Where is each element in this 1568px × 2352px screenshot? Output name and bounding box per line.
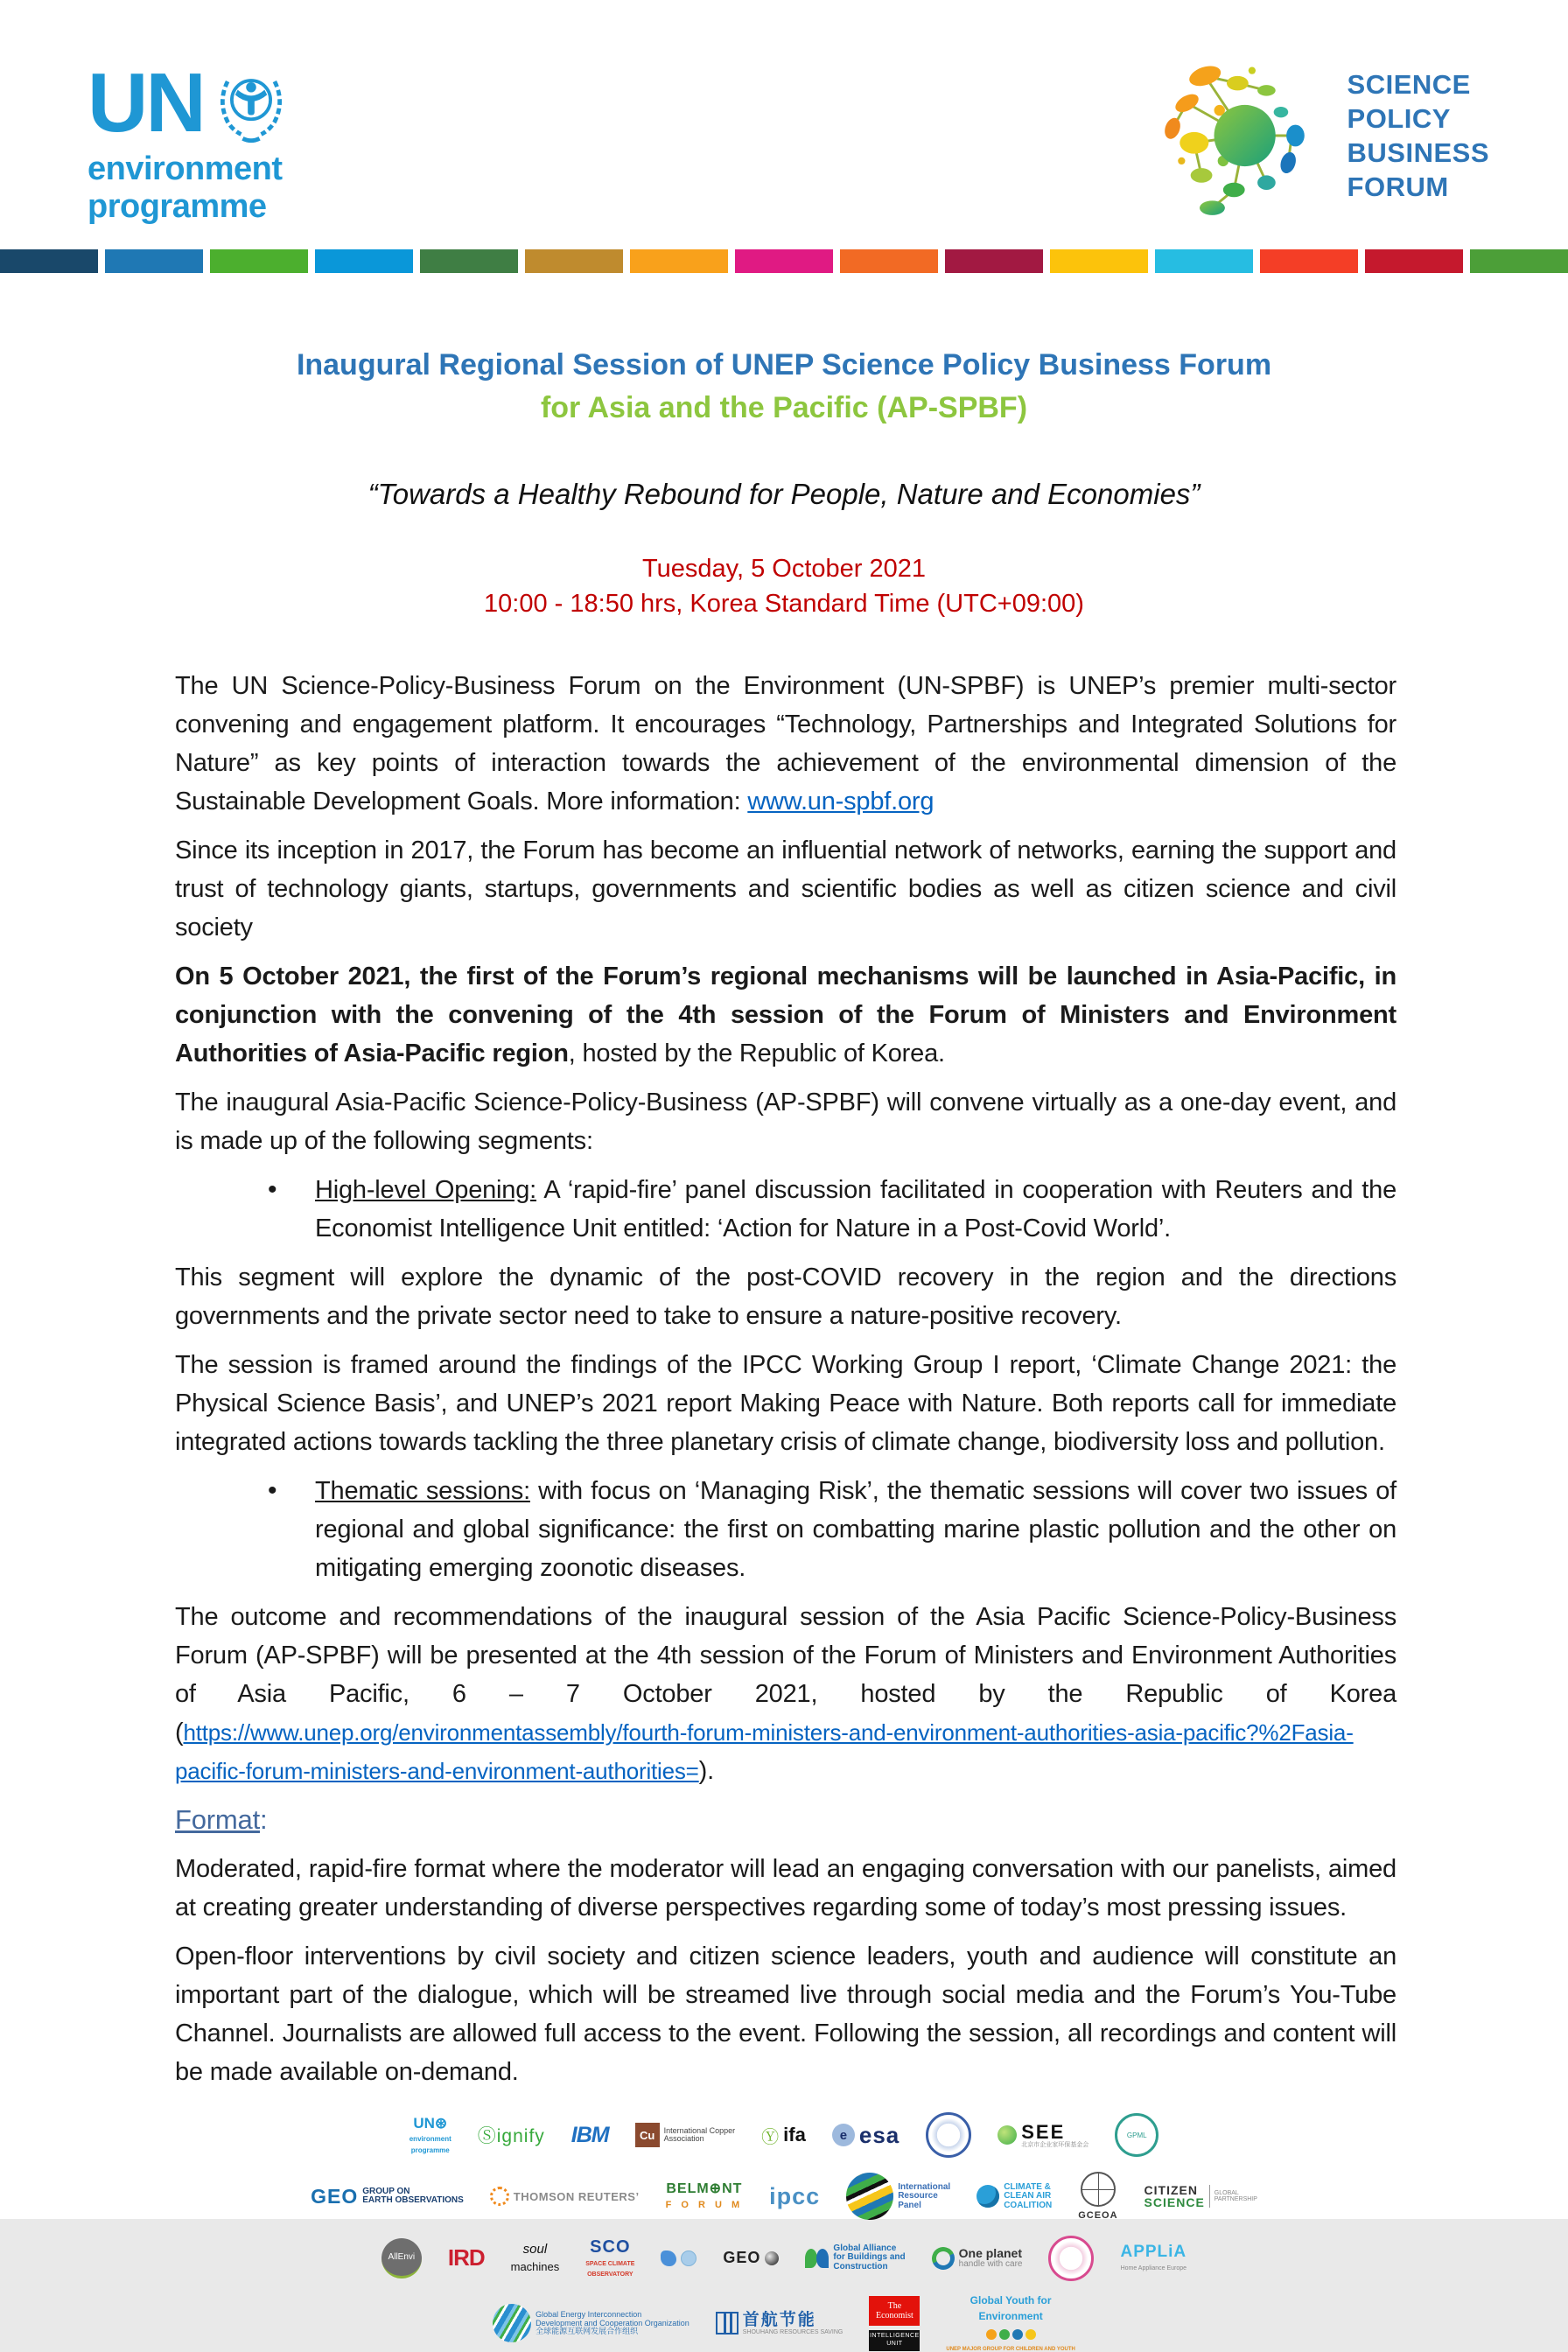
spbf-line-science: SCIENCE: [1347, 69, 1471, 100]
sdg-segment: [630, 249, 728, 273]
see-leaf-icon: [998, 2125, 1017, 2145]
paragraph-launch: [175, 957, 1396, 1073]
paragraph-segment-explore: This segment will explore the dynamic of the post-COVID recovery in the region and the directions governments and the private sector need to take to ensure a nature-positive recovery.: [175, 1264, 1396, 1330]
segment-list-2: [175, 1472, 1396, 1587]
sdg-segment: [1050, 249, 1148, 273]
logo-gceoa: [1078, 2172, 1117, 2222]
paragraph-intro-text: The UN Science-Policy-Business Forum on the Environment (UN-SPBF) is UNEP’s premier multi-sector convening and engagement platform. It encourages “Technology, Partnerships and Integrated Solutions for Nature” as key points of interaction towards the achievement of the environmental dimension of the Sustainable Development Goals. More information:: [175, 672, 1396, 816]
logo-citizen-science-global-partnership: [1144, 2184, 1257, 2209]
csgp-sub2: PARTNERSHIP: [1214, 2196, 1257, 2203]
logo-geo: [311, 2185, 464, 2208]
sdg-segment: [525, 249, 623, 273]
geidco-globe-icon: [493, 2304, 531, 2342]
sdg-segment: [735, 249, 833, 273]
spbf-line-policy: POLICY: [1347, 103, 1451, 134]
ipcc-wordmark: ipcc: [769, 2182, 821, 2209]
event-date: Tuesday, 5 October 2021: [641, 555, 927, 583]
logo-ibm: [571, 2123, 609, 2148]
gpml-circle-icon: GPML: [1115, 2113, 1158, 2157]
spbf-logo: [1147, 52, 1489, 219]
paragraph-segments: The inaugural Asia-Pacific Science-Policy-Business (AP-SPBF) will convene virtually as a one-day event, and is made up of the following segments:: [175, 1088, 1396, 1155]
paragraph-outcome: [175, 1598, 1396, 1790]
csgp-sub1: GLOBAL: [1214, 2189, 1239, 2196]
sdg-segment: [1365, 249, 1463, 273]
paragraph-intro: [175, 667, 1396, 821]
sco-sub2: OBSERVATORY: [587, 2272, 634, 2278]
france-map-icon: [661, 2250, 676, 2266]
pink-seal-icon: [1048, 2236, 1094, 2281]
page-header: [0, 0, 1568, 225]
paragraph-launch-bold: On 5 October 2021, the first of the Forum’s regional mechanisms will be launched in Asia-Pacific, in conjunction with the convening of the 4th session of the Forum of Ministers and Environment Authorities of Asia-Pacific region: [175, 962, 1396, 1068]
logo-ipcc: [769, 2183, 820, 2210]
bullet2-text: with focus on ‘Managing Risk’, the thematic sessions will cover two issues of regional and global significance: the first on combatting marine plastic pollution and the other on mitigating emerging zoonotic diseases.: [315, 1477, 1396, 1582]
unep-wordmark: UN: [88, 56, 204, 150]
logo-esa: [832, 2122, 900, 2149]
logo-geo-global-environment-outlook: [723, 2249, 779, 2267]
applia-tagline: Home Appliance Europe: [1120, 2265, 1187, 2272]
spbf-globe-icon: [1147, 52, 1335, 219]
sdg-color-bar: [0, 249, 1568, 273]
page-title-line1: Inaugural Regional Session of UNEP Science Policy Business Forum: [296, 348, 1272, 382]
unep-mini-line1: environment: [409, 2134, 452, 2143]
logo-climate-clean-air-coalition: [976, 2183, 1052, 2211]
un-emblem-icon: [209, 61, 293, 145]
logo-shouhang: [716, 2312, 844, 2335]
geo-wordmark: GEO: [311, 2184, 359, 2208]
logo-geidco: [493, 2304, 690, 2342]
unep-logo-line1: environment: [88, 150, 283, 187]
geo-sub2: EARTH OBSERVATIONS: [362, 2195, 464, 2206]
belmont-forum-text: F O R U M: [665, 2200, 744, 2211]
copper-cu-icon: Cu: [635, 2123, 660, 2147]
sdg-segment: [420, 249, 518, 273]
economist-the: The: [887, 2300, 902, 2311]
thomson-reuters-wordmark: THOMSON REUTERS’: [513, 2189, 640, 2203]
globalabc-leaf-blue-icon: [816, 2249, 829, 2268]
geidco-line3: 全球能源互联网发展合作组织: [536, 2327, 639, 2336]
gceoa-wordmark: GCEOA: [1078, 2210, 1118, 2221]
format-heading-colon: :: [259, 1804, 268, 1835]
geidco-line2: Development and Cooperation Organization: [536, 2318, 690, 2328]
logo-afnu: [661, 2250, 696, 2266]
logo-international-resource-panel: [846, 2173, 950, 2220]
format-heading: [175, 1801, 1396, 1839]
esa-ball-icon: e: [832, 2124, 855, 2146]
logo-gpml: [1115, 2113, 1158, 2157]
bullet1-label: High-level Opening:: [315, 1176, 537, 1204]
copper-name-line2: Association: [663, 2134, 704, 2143]
un-spbf-link[interactable]: www.un-spbf.org: [747, 788, 934, 816]
globalabc-line2: for Buildings and: [833, 2252, 906, 2263]
paragraph-launch-rest: , hosted by the Republic of Korea.: [568, 1040, 945, 1068]
ccac-line1: CLIMATE &: [1004, 2181, 1051, 2192]
logo-signify: [478, 2122, 545, 2148]
gyfe-line1: Global Youth for: [970, 2293, 1052, 2306]
logo-globalabc: [805, 2244, 905, 2272]
gyfe-dots-icon: [986, 2329, 1036, 2340]
logo-economist-intelligence-unit: [869, 2296, 920, 2351]
paragraph-outcome-text: The outcome and recommendations of the inaugural session of the Asia Pacific Science-Policy-Business Forum (AP-SPBF) will be presented at the 4th session of the Forum of Ministers and Environment Authorities of Asia Pacific, 6 – 7 October 2021, hosted by the Republic of Korea (: [175, 1603, 1396, 1746]
shouhang-wordmark: 首航节能: [742, 2310, 816, 2329]
see-chinese-name: 北京市企业家环保基金会: [1021, 2141, 1089, 2148]
shouhang-emblem-icon: [716, 2312, 738, 2334]
globalabc-line3: Construction: [833, 2261, 888, 2272]
logo-applia: [1120, 2244, 1186, 2272]
one-planet-ring-icon: [928, 2244, 957, 2272]
logo-ird: [448, 2244, 485, 2272]
logo-international-copper-association: [635, 2123, 736, 2147]
divider: [1209, 2185, 1210, 2208]
logo-round-pink-seal: [1048, 2236, 1094, 2281]
paragraph-inception: Since its inception in 2017, the Forum has become an influential network of networks, earning the support and trust of technology giants, startups, governments and scientific bodies as well as citizen science and civil society: [175, 836, 1396, 942]
sdg-segment: [210, 249, 308, 273]
partner-logos: [311, 2112, 1257, 2352]
logo-sco: [585, 2238, 634, 2278]
unep-mini-wordmark: UN⊛: [413, 2114, 448, 2132]
soul-text: soul: [522, 2242, 548, 2258]
science-text: SCIENCE: [1144, 2195, 1205, 2210]
ccac-line2: CLEAN AIR: [1004, 2191, 1052, 2202]
economist-wordmark: Economist: [876, 2310, 914, 2320]
ccac-globe-icon: [976, 2185, 999, 2208]
spbf-line-business: BUSINESS: [1347, 137, 1489, 168]
sdg-segment: [1155, 249, 1253, 273]
irp-line3: Panel: [898, 2200, 921, 2210]
paragraph-moderated: Moderated, rapid-fire format where the moderator will lead an engaging conversation with our panelists, aimed at creating greater understanding of diverse perspectives regarding some of today’s most pressing issues.: [175, 1855, 1396, 1922]
logo-see-foundation: [998, 2122, 1088, 2148]
event-schedule: [0, 551, 1568, 621]
logo-round-blue-seal: [926, 2112, 971, 2158]
logo-belmont-forum: [666, 2182, 744, 2211]
logo-unep: [410, 2116, 452, 2155]
sdg-segment: [1470, 249, 1568, 273]
sdg-segment: [945, 249, 1043, 273]
paragraph-outcome-suffix: ).: [698, 1757, 714, 1785]
irp-line2: Resource: [898, 2191, 938, 2202]
format-heading-label: Format: [175, 1804, 260, 1835]
unep-logo-top: [88, 56, 293, 150]
globalabc-line1: Global Alliance: [833, 2243, 897, 2253]
sdg-segment: [315, 249, 413, 273]
spbf-logo-text: [1348, 67, 1489, 204]
one-planet-wordmark: One planet: [958, 2245, 1022, 2260]
bullet-high-level-opening: [175, 1171, 1396, 1248]
signify-wordmark: Ⓢignify: [477, 2126, 545, 2146]
economist-red-box: [869, 2296, 920, 2326]
bullet1-text: A ‘rapid-fire’ panel discussion facilitated in cooperation with Reuters and the Economist Intelligence Unit entitled: ‘Action for Nature in a Post-Covid World’.: [315, 1176, 1396, 1242]
unep-logo-text: [88, 150, 293, 225]
machines-text: machines: [510, 2260, 560, 2274]
logo-thomson-reuters: [490, 2187, 640, 2206]
document-body: [175, 667, 1396, 2091]
irp-wave-circle-icon: [846, 2173, 893, 2220]
ibm-wordmark: IBM: [570, 2122, 609, 2147]
unep-mini-line2: programme: [410, 2146, 450, 2154]
ifa-wordmark: ifa: [783, 2124, 806, 2146]
ccac-line3: COALITION: [1004, 2200, 1053, 2210]
citizen-text: CITIZEN: [1144, 2182, 1198, 2197]
economist-unit: UNIT: [886, 2340, 903, 2347]
partner-row-3: [320, 2236, 1248, 2281]
event-tagline: “Towards a Healthy Rebound for People, Nature and Economies”: [368, 478, 1200, 510]
economist-intelligence: INTELLIGENCE: [870, 2333, 920, 2340]
blue-seal-icon: [926, 2112, 971, 2158]
copper-name-line1: International Copper: [663, 2125, 736, 2135]
sdg-segment: [105, 249, 203, 273]
sco-wordmark: SCO: [590, 2236, 631, 2257]
unep-forum-link[interactable]: https://www.unep.org/environmentassembly/fourth-forum-ministers-and-environment-authorities-asia-pacific?%2Fasia-pacific-forum-ministers-and-environment-authorities=: [175, 1719, 1354, 1784]
geo-sub1: GROUP ON: [362, 2186, 410, 2196]
gyfe-sub: UNEP MAJOR GROUP FOR CHILDREN AND YOUTH: [946, 2346, 1075, 2352]
logo-soul-machines: [511, 2243, 560, 2272]
segment-list-1: [175, 1171, 1396, 1248]
belmont-wordmark: BELM⊕NT: [666, 2180, 743, 2196]
ird-wordmark: IRD: [447, 2244, 485, 2272]
paragraph-ipcc: The session is framed around the findings of the IPCC Working Group I report, ‘Climate Change 2021: the Physical Science Basis’, and UNEP’s 2021 report Making Peace with Nature. Both reports call for immediate integrated actions towards tackling the three planetary crisis of climate change, biodiversity loss and pollution.: [175, 1351, 1396, 1456]
economist-black-box: [869, 2330, 920, 2351]
partner-row-2: [311, 2172, 1257, 2222]
one-planet-tagline: handle with care: [958, 2258, 1023, 2269]
partner-row-1: [320, 2112, 1248, 2158]
thomson-reuters-dotted-circle-icon: [490, 2187, 509, 2206]
page-title-line2: for Asia and the Pacific (AP-SPBF): [540, 391, 1028, 424]
spbf-line-forum: FORUM: [1347, 172, 1449, 202]
gyfe-line2: Environment: [978, 2309, 1043, 2322]
unep-logo: [88, 56, 293, 225]
logo-one-planet: [932, 2247, 1023, 2270]
esa-wordmark: esa: [858, 2121, 900, 2148]
sdg-segment: [0, 249, 98, 273]
sdg-segment: [840, 249, 938, 273]
see-wordmark: SEE: [1021, 2120, 1066, 2143]
geo2-wordmark: GEO: [723, 2249, 761, 2267]
ifa-leaf-icon: Ⓨ: [761, 2127, 780, 2147]
logo-allenvi: [382, 2238, 422, 2278]
globalabc-leaf-green-icon: [805, 2249, 817, 2268]
un-emblem-small-icon: [681, 2250, 696, 2266]
irp-line1: International: [898, 2181, 951, 2192]
logo-ifa: [761, 2123, 806, 2148]
bullet-thematic-sessions: [175, 1472, 1396, 1587]
sdg-segment: [1260, 249, 1358, 273]
shouhang-sub: SHOUHANG RESOURCES SAVING: [742, 2328, 844, 2335]
logo-global-youth-for-environment: [946, 2295, 1074, 2352]
geidco-line1: Global Energy Interconnection: [536, 2310, 642, 2320]
applia-wordmark: APPLiA: [1120, 2243, 1187, 2262]
sco-sub1: SPACE CLIMATE: [585, 2260, 635, 2267]
unep-logo-line2: programme: [88, 187, 267, 225]
paragraph-open-floor: Open-floor interventions by civil society and citizen science leaders, youth and audience will constitute an important part of the dialogue, which will be streamed live through social media and the Forum’s You-Tube Channel. Journalists are allowed full access to the event. Following the session, all recordings and content will be made available on-demand.: [175, 1942, 1396, 2086]
allenvi-circle-icon: AllEnvi: [382, 2238, 422, 2278]
partner-row-4: [320, 2295, 1248, 2352]
geo2-ball-icon: [765, 2251, 779, 2265]
gceoa-globe-icon: [1081, 2172, 1116, 2207]
event-time: 10:00 - 18:50 hrs, Korea Standard Time (UTC+09:00): [484, 590, 1084, 618]
bullet2-label: Thematic sessions:: [315, 1477, 530, 1505]
